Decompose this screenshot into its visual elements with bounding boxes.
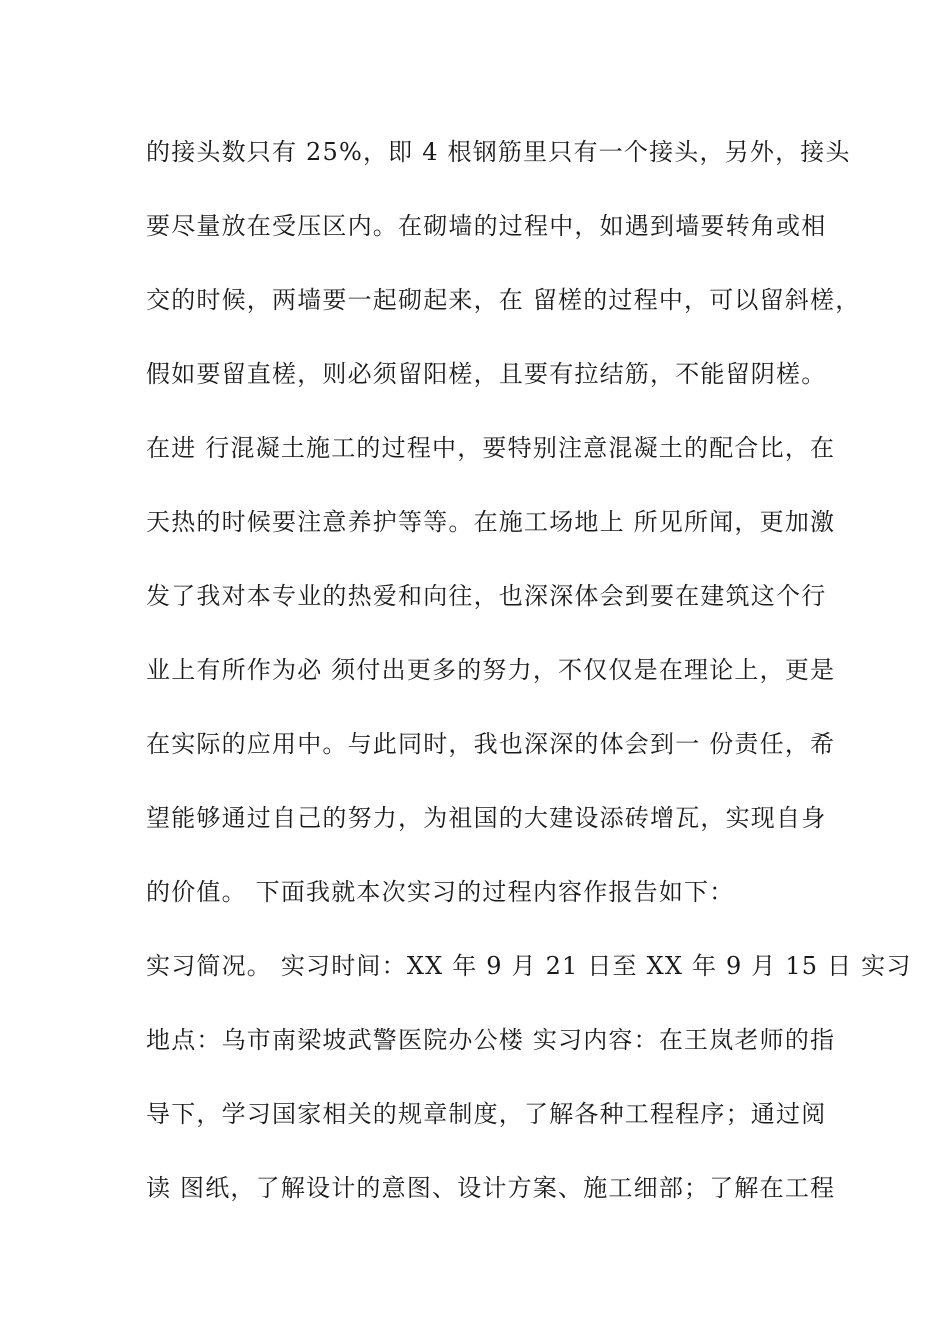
text-line: 的价值。 下面我就本次实习的过程内容作报告如下： — [146, 878, 735, 906]
text-line: 交的时候，两墙要一起砌起来，在 留槎的过程中，可以留斜槎， — [146, 286, 861, 314]
text-line: 在进 行混凝土施工的过程中，要特别注意混凝土的配合比，在 — [146, 434, 836, 462]
text-line: 地点：乌市南梁坡武警医院办公楼 实习内容：在王岚老师的指 — [146, 1026, 836, 1054]
text-line: 业上有所作为必 须付出更多的努力，不仅仅是在理论上，更是 — [146, 656, 836, 684]
text-line: 假如要留直槎，则必须留阳槎，且要有拉结筋，不能留阴槎。 — [146, 360, 827, 388]
text-line: 在实际的应用中。与此同时，我也深深的体会到一 份责任，希 — [146, 730, 836, 758]
text-line: 发了我对本专业的热爱和向往，也深深体会到要在建筑这个行 — [146, 582, 827, 610]
text-line: 要尽量放在受压区内。在砌墙的过程中，如遇到墙要转角或相 — [146, 212, 827, 240]
body-text — [146, 130, 912, 1240]
text-line: 实习简况。 实习时间：XX 年 9 月 21 日至 XX 年 9 月 15 日 实习 — [146, 952, 912, 980]
text-line: 读 图纸，了解设计的意图、设计方案、施工细部；了解在工程 — [146, 1174, 836, 1202]
text-line: 的接头数只有 25%，即 4 根钢筋里只有一个接头，另外，接头 — [146, 138, 851, 166]
text-line: 天热的时候要注意养护等等。在施工场地上 所见所闻，更加激 — [146, 508, 836, 536]
text-line: 望能够通过自己的努力，为祖国的大建设添砖增瓦，实现自身 — [146, 804, 827, 832]
text-line: 导下，学习国家相关的规章制度，了解各种工程程序；通过阅 — [146, 1100, 827, 1128]
